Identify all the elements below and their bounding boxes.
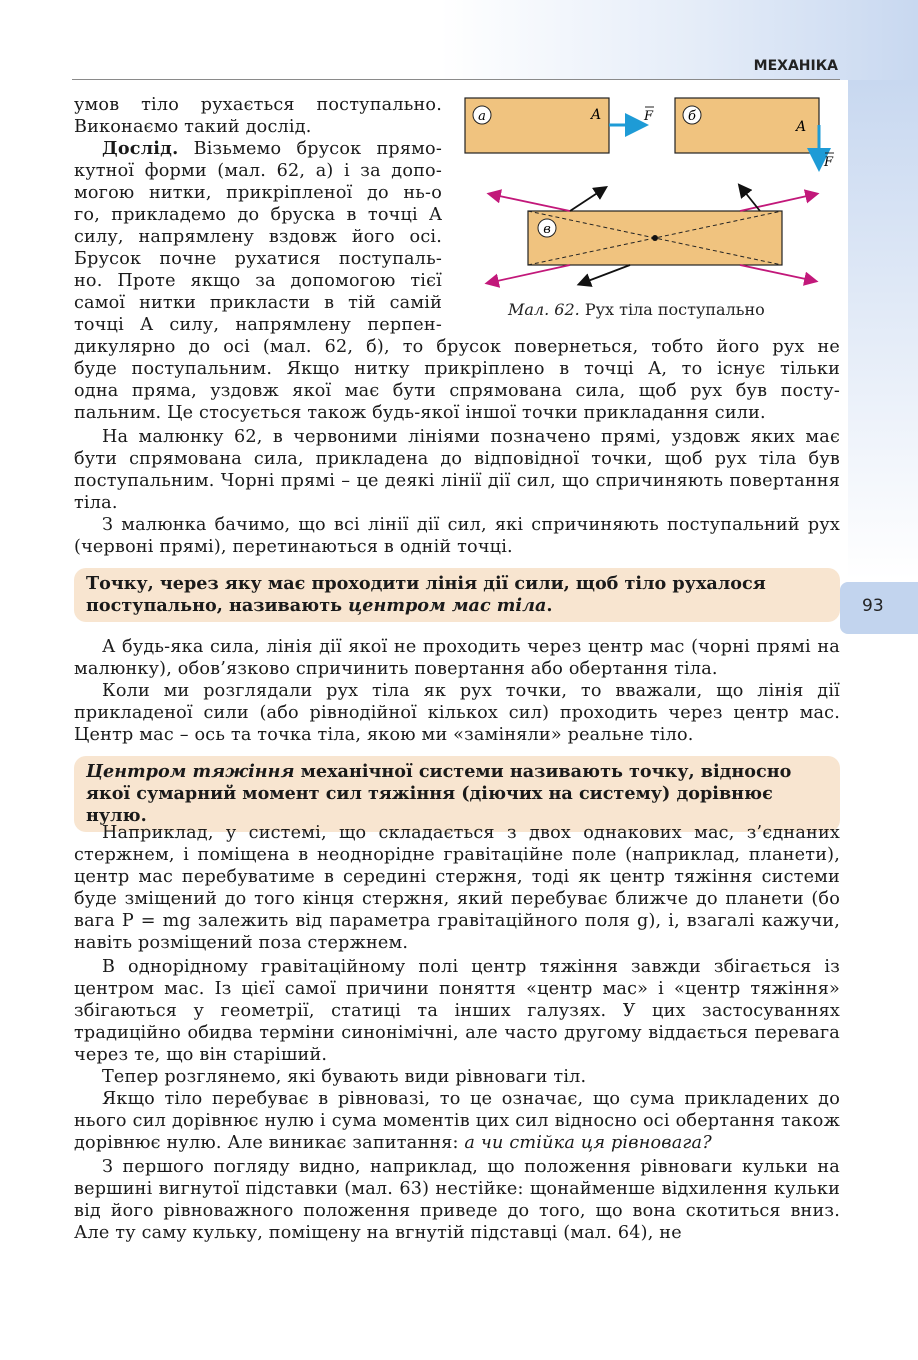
p1-line-2: Виконаємо такий дослід. [74, 117, 312, 137]
paragraph-10: Якщо тіло перебуває в рівновазі, то це означає, що сума прикладених до нього сил дорівнює нулю і сума моментів цих сил відносно осі обертання також дорівнює нулю. Але виникає запитання: а чи стійка ця рівновага? [74, 1089, 840, 1153]
term-center-of-mass: центром мас тіла [348, 595, 547, 616]
p2-line-13: пальним. Це стосується також будь-якої іншої точки прикладання сили. [74, 403, 766, 423]
label-b: б [688, 109, 696, 124]
p2-bold: Дослід. [102, 138, 179, 159]
p2-line-2: кутної форми (мал. 62, а) і за допо- [74, 161, 442, 181]
paragraph-2-continued [74, 336, 840, 424]
definition-center-of-mass: Точку, через яку має проходити лінія дії сили, щоб тіло рухалося поступально, називають центром мас тіла. [74, 568, 840, 622]
p2-line-11: буде поступальним. Якщо нитку прикріплено в точці A, то існує тільки [74, 359, 840, 379]
label-a: а [478, 109, 486, 124]
red-line-3 [488, 265, 570, 283]
p2-line-8: самої нитки прикласти в тій самій [74, 293, 442, 313]
caption-label: Мал. 62. [508, 300, 580, 319]
center-of-mass [652, 235, 658, 241]
paragraph-6: Коли ми розглядали рух тіла як рух точки, то вважали, що лінія дії прикладеної сили (або рівнодійної кількох сил) проходить через центр мас. Центр мас – ось та точка тіла, якою ми «заміняли» реальне тіло. [74, 681, 840, 745]
paragraph-3: На малюнку 62, в червоними лініями позначено прямі, уздовж яких має бути спрямована сила, прикладена до відповідної точки, щоб рух тіла був поступальним. Чорні прямі – це деякі лінії дії сил, що спричиняють повертання тіла. [74, 427, 840, 513]
header-rule [72, 79, 840, 80]
paragraph-11: З першого погляду видно, наприклад, що положення рівноваги кульки на вершині вигнутої підставки (мал. 63) нестійке: щонайменше відхилення кульки від його рівноважного положення приведе до того, що вона скотиться вниз. Але ту саму кульку, поміщену на вгнутій підставці (мал. 64), не [74, 1157, 840, 1243]
force-label-a: F [644, 109, 654, 124]
paragraph-9: Тепер розглянемо, які бувають види рівноваги тіл. [102, 1067, 587, 1087]
paragraph-8: В однорідному гравітаційному полі центр тяжіння завжди збігається із центром мас. Із цієї самої причини поняття «центр мас» і «центр тяжіння» збігаються у геометрії, статиці та інших галузях. У цих застосуваннях традиційно обидва терміни синонімічні, але часто другому віддається перевага через те, що він старіший. [74, 957, 840, 1065]
block-a [465, 98, 609, 153]
question-text: а чи стійка ця рівновага? [464, 1133, 712, 1153]
p2-line-5: силу, напрямлену вздовж його осі. [74, 227, 442, 247]
term-center-of-gravity: Центром тяжіння [86, 761, 295, 782]
red-line-4 [740, 194, 816, 211]
side-background [848, 80, 918, 580]
red-line-2 [740, 265, 815, 281]
paragraph-2 [74, 138, 442, 336]
section-title: МЕХАНІКА [753, 58, 838, 74]
page-number: 93 [862, 596, 884, 616]
p2-line-7: но. Проте якщо за допомогою тієї [74, 271, 442, 291]
definition-center-of-gravity: Центром тяжіння механічної системи називають точку, відносно якої сумарний момент сил тяжіння (діючих на систему) дорівнює нулю. [74, 756, 840, 832]
p1-line-1: умов тіло рухається поступально. [74, 95, 442, 115]
point-a-label-2: A [796, 119, 807, 135]
header-background [440, 0, 918, 80]
black-line-2 [740, 186, 760, 211]
paragraph-1 [74, 94, 442, 138]
p2-line-9: точці A силу, напрямлену перпен- [74, 315, 442, 335]
figure-62 [460, 94, 840, 334]
p2-line-1: Дослід. Візьмемо брусок прямо- [102, 138, 442, 159]
p2-line-10: дикулярно до осі (мал. 62, б), то брусок повернеться, тобто його рух не [74, 337, 840, 357]
figure-caption [508, 300, 765, 319]
black-line-1 [570, 188, 605, 211]
label-v: в [543, 222, 551, 237]
red-line-1 [490, 194, 570, 211]
p2-line-4: го, прикладемо до бруска в точці A [74, 205, 442, 225]
paragraph-5: А будь-яка сила, лінія дії якої не проходить через центр мас (чорні прямі на малюнку), обов’язково спричинить повертання або обертання тіла. [74, 637, 840, 679]
paragraph-7: Наприклад, у системі, що складається з двох однакових мас, з’єднаних стержнем, і поміщена в неоднорідне гравітаційне поле (наприклад, планети), центр мас перебуватиме в середині стержня, тоді як центр тяжіння системи буде зміщений до того кінця стержня, який перебуває ближче до планети (бо вага P = mg залежить від параметра гравітаційного поля g), і, взагалі кажучи, навіть розміщений поза стержнем. [74, 823, 840, 953]
p2-line-12: одна пряма, уздовж якої має бути спрямована сила, щоб рух був посту- [74, 381, 840, 401]
point-a-label-1: A [591, 107, 602, 123]
p2-line-3: могою нитки, прикріпленої до нь-о [74, 183, 442, 203]
paragraph-4: З малюнка бачимо, що всі лінії дії сил, які спричиняють поступальний рух (червоні прямі), перетинаються в одній точці. [74, 515, 840, 557]
black-line-3 [580, 265, 630, 284]
figure-62-drawing [460, 94, 840, 294]
p2-line-6: Брусок почне рухатися поступаль- [74, 249, 442, 269]
caption-text: Рух тіла поступально [579, 300, 765, 319]
force-label-b: F [824, 155, 834, 170]
